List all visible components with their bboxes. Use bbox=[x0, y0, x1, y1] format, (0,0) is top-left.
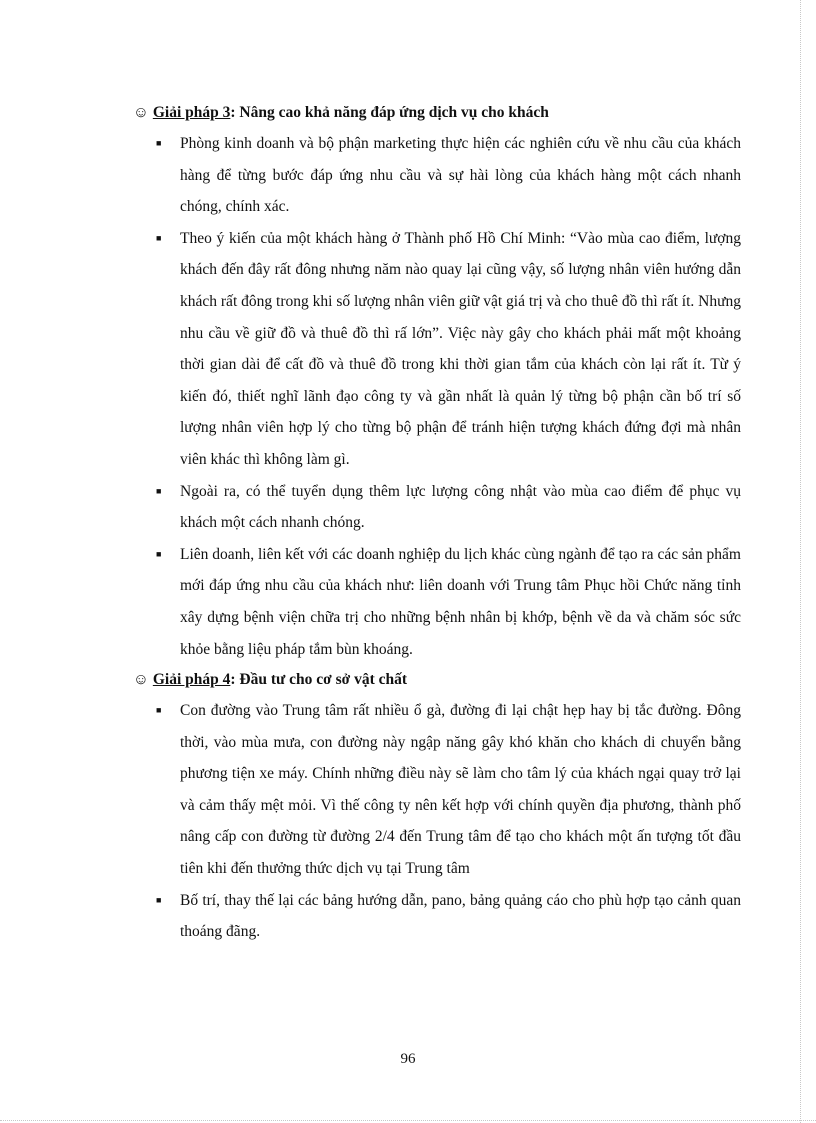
bullet-square-icon: ■ bbox=[156, 894, 162, 905]
bullet-list bbox=[133, 128, 741, 665]
list-item-text: Theo ý kiến của một khách hàng ở Thành phố Hồ Chí Minh: “Vào mùa cao điểm, lượng khách đến đây rất đông nhưng năm nào quay lại cũng vậy, số lượng nhân viên hướng dẫn khách rất đông trong khi số lượng nhân viên giữ vật giá trị và cho thuê đồ thì rất ít. Nhưng nhu cầu về giữ đồ và thuê đồ thì rấ lớn”. Việc này gây cho khách phải mất một khoảng thời gian dài để cất đồ và thuê đồ trong khi thời gian tắm của khách còn lại rất ít. Từ ý kiến đó, thiết nghĩ lãnh đạo công ty và gần nhất là quản lý từng bộ phận cần bố trí số lượng nhân viên hợp lý cho từng bộ phận để tránh hiện tượng khách đứng đợi mà nhân viên khác thì không làm gì. bbox=[180, 229, 741, 468]
section-label: Giải pháp 4 bbox=[152, 671, 231, 689]
page-border-bottom bbox=[0, 1120, 816, 1121]
list-item bbox=[133, 223, 741, 476]
page-content bbox=[133, 98, 741, 948]
list-item bbox=[133, 539, 741, 665]
bullet-square-icon: ■ bbox=[156, 232, 162, 243]
section-title: : Đầu tư cho cơ sở vật chất bbox=[230, 671, 408, 689]
list-item bbox=[133, 695, 741, 885]
bullet-square-icon: ■ bbox=[156, 138, 162, 148]
list-item-text: Phòng kinh doanh và bộ phận marketing thực hiện các nghiên cứu về nhu cầu của khách hàng để từng bước đáp ứng nhu cầu và sự hài lòng của khách hàng một cách nhanh chóng, chính xác. bbox=[180, 135, 741, 216]
list-item bbox=[133, 128, 741, 223]
section-label: Giải pháp 3 bbox=[152, 104, 231, 121]
list-item bbox=[133, 476, 741, 539]
bullet-square-icon: ■ bbox=[156, 705, 162, 716]
smiley-icon: ☺ bbox=[133, 104, 149, 121]
section-heading-solution-4 bbox=[133, 665, 741, 695]
list-item-text: Liên doanh, liên kết với các doanh nghiệp du lịch khác cùng ngành để tạo ra các sản phẩm mới đáp ứng nhu cầu của khách như: liên doanh với Trung tâm Phục hồi Chức năng tỉnh xây dựng bệnh viện chữa trị cho những bệnh nhân bị khớp, bệnh về da và chăm sóc sức khỏe bằng liệu pháp tắm bùn khoáng. bbox=[180, 545, 741, 658]
smiley-icon: ☺ bbox=[133, 671, 149, 689]
list-item-text: Con đường vào Trung tâm rất nhiều ổ gà, đường đi lại chật hẹp hay bị tắc đường. Đông thời, vào mùa mưa, con đường này ngập năng gây khó khăn cho khách di chuyển bằng phương tiện xe máy. Chính những điều này sẽ làm cho tâm lý của khách ngại quay trở lại và cảm thấy mệt mỏi. Vì thế công ty nên kết hợp với chính quyền địa phương, thành phố nâng cấp con đường từ đường 2/4 đến Trung tâm để tạo cho khách một ấn tượng tốt đầu tiên khi đến thưởng thức dịch vụ tại Trung tâm bbox=[180, 702, 741, 878]
list-item-text: Bố trí, thay thế lại các bảng hướng dẫn, pano, bảng quảng cáo cho phù hợp tạo cảnh quan thoáng đãng. bbox=[180, 891, 741, 941]
page-border-right bbox=[800, 0, 801, 1123]
bullet-square-icon: ■ bbox=[156, 485, 162, 496]
section-heading-solution-3 bbox=[133, 98, 741, 128]
bullet-list bbox=[133, 695, 741, 948]
bullet-square-icon: ■ bbox=[156, 548, 162, 559]
list-item bbox=[133, 885, 741, 948]
page-number: 96 bbox=[400, 1051, 416, 1067]
section-title: : Nâng cao khả năng đáp ứng dịch vụ cho khách bbox=[230, 104, 549, 121]
list-item-text: Ngoài ra, có thể tuyển dụng thêm lực lượng công nhật vào mùa cao điểm để phục vụ khách một cách nhanh chóng. bbox=[180, 482, 741, 532]
